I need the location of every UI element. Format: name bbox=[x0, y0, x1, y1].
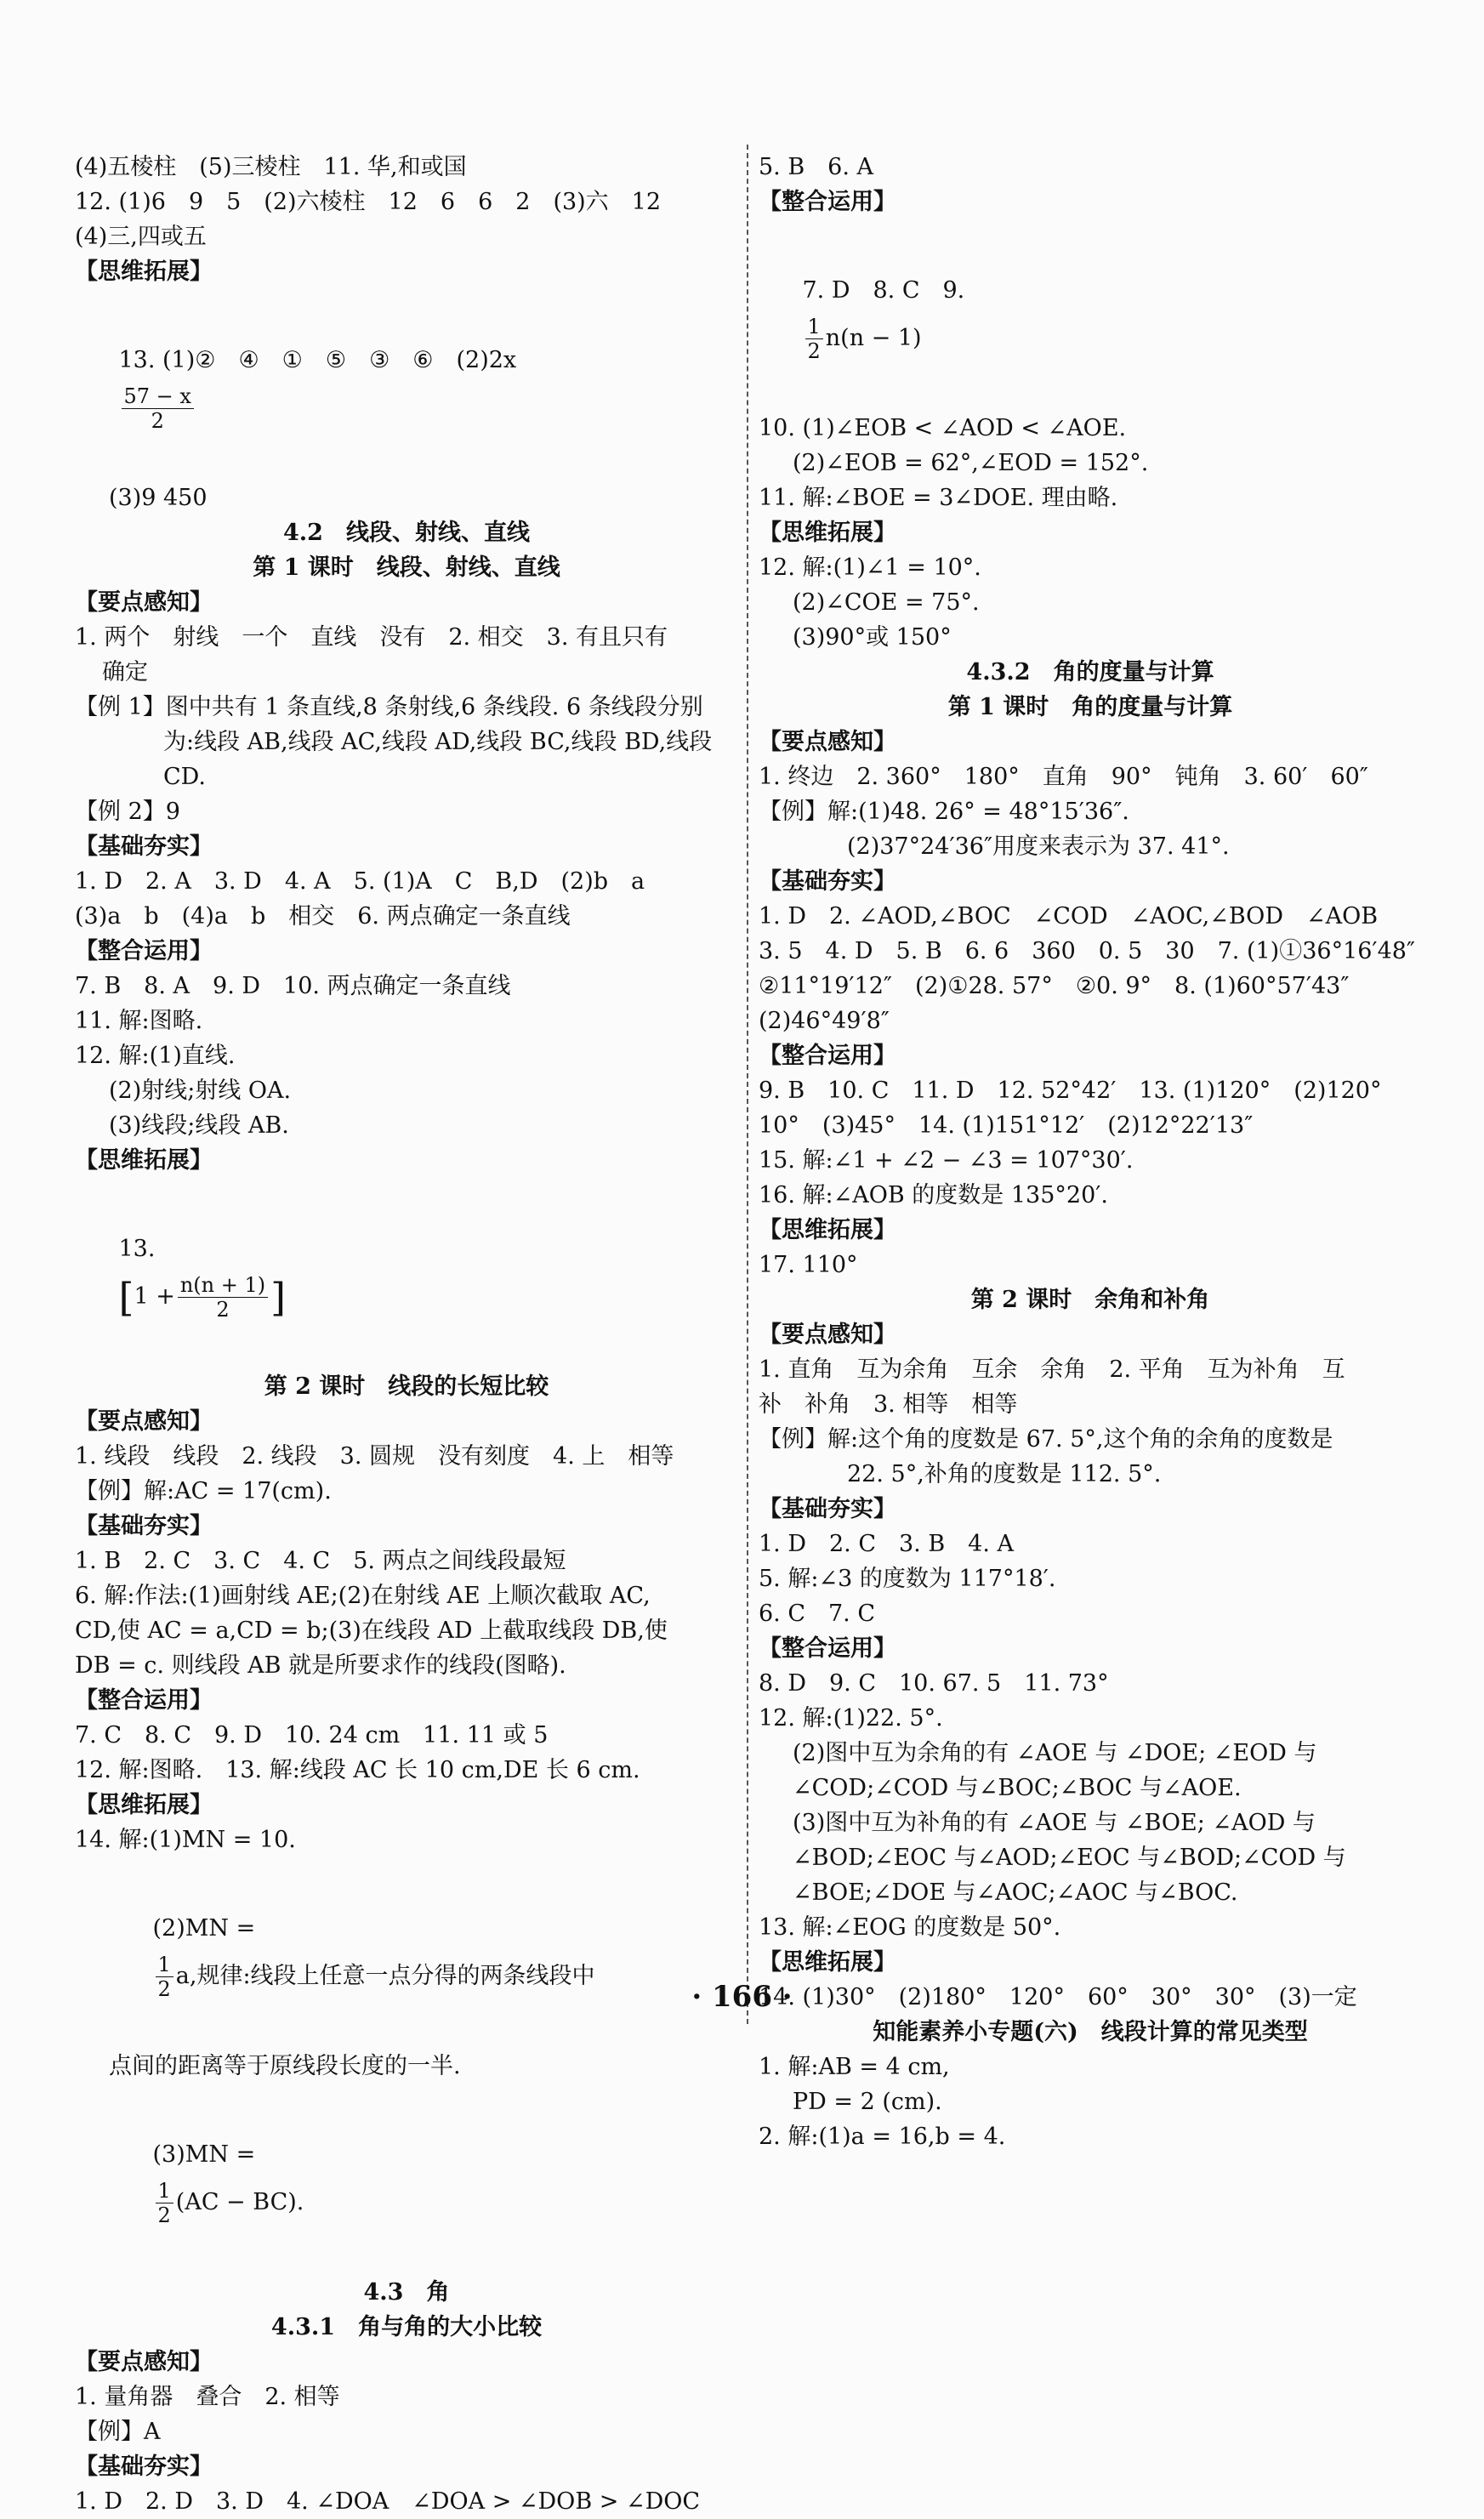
fraction bbox=[805, 315, 823, 363]
left-column bbox=[75, 150, 738, 2519]
answer-line: ∠BOD;∠EOC 与∠AOD;∠EOC 与∠BOD;∠COD 与 bbox=[793, 1845, 1346, 1871]
answer-line bbox=[75, 2084, 738, 2275]
answer-line: 6. 解:作法:(1)画射线 AE;(2)在射线 AE 上顺次截取 AC, bbox=[75, 1583, 651, 1609]
left-bracket: [ bbox=[118, 1274, 134, 1321]
answer-line: 17. 110° bbox=[759, 1252, 858, 1278]
answer-line: 1. D 2. A 3. D 4. A 5. (1)A C B,D (2)b a bbox=[75, 868, 645, 895]
section-heading: 【思维拓展】 bbox=[759, 1217, 896, 1243]
answer-line: 1. 线段 线段 2. 线段 3. 圆规 没有刻度 4. 上 相等 bbox=[75, 1443, 674, 1470]
answer-line: 11. 解:∠BOE = 3∠DOE. 理由略. bbox=[759, 485, 1118, 511]
answer-line: (2)射线;射线 OA. bbox=[109, 1078, 292, 1104]
answer-line: 7. C 8. C 9. D 10. 24 cm 11. 11 或 5 bbox=[75, 1722, 549, 1749]
answer-line: 6. C 7. C bbox=[759, 1601, 876, 1627]
answer-line: 点间的距离等于原线段长度的一半. bbox=[109, 2053, 461, 2079]
answer-line: (3)a b (4)a b 相交 6. 两点确定一条直线 bbox=[75, 903, 571, 930]
answer-line: 15. 解:∠1 + ∠2 − ∠3 = 107°30′. bbox=[759, 1147, 1134, 1174]
answer-line: 22. 5°,补角的度数是 112. 5°. bbox=[847, 1461, 1162, 1487]
subsection-title: 4.3.1 角与角的大小比较 bbox=[270, 2314, 543, 2340]
answer-line: (2)46°49′8″ bbox=[759, 1008, 890, 1034]
answer-line: 11. 解:图略. bbox=[75, 1008, 203, 1034]
section-heading: 【整合运用】 bbox=[75, 1687, 213, 1714]
fraction-denominator: 2 bbox=[807, 339, 821, 363]
section-heading: 【思维拓展】 bbox=[759, 520, 896, 546]
answer-line: 1. D 2. D 3. D 4. ∠DOA ∠DOA > ∠DOB > ∠DOC bbox=[75, 2488, 701, 2515]
answer-line: 1. D 2. C 3. B 4. A bbox=[759, 1531, 1015, 1557]
answer-line: 7. B 8. A 9. D 10. 两点确定一条直线 bbox=[75, 973, 511, 999]
answer-text: 1 + bbox=[134, 1283, 175, 1310]
answer-text: 13. (1)② ④ ① ⑤ ③ ⑥ (2)2x bbox=[118, 347, 517, 373]
answer-line bbox=[75, 1178, 738, 1369]
answer-line: 8. D 9. C 10. 67. 5 11. 73° bbox=[759, 1670, 1109, 1697]
section-heading: 【要点感知】 bbox=[759, 729, 896, 755]
answer-line: 1. 终边 2. 360° 180° 直角 90° 钝角 3. 60′ 60″ bbox=[759, 764, 1368, 790]
fraction-numerator: 1 bbox=[805, 315, 823, 339]
column-divider bbox=[747, 145, 748, 2024]
section-heading: 【思维拓展】 bbox=[75, 1792, 213, 1818]
answer-line: 【例】解:AC = 17(cm). bbox=[75, 1478, 332, 1504]
answer-line: 14. 解:(1)MN = 10. bbox=[75, 1827, 296, 1853]
section-heading: 【基础夯实】 bbox=[75, 2454, 213, 2480]
answer-line: 1. B 2. C 3. C 4. C 5. 两点之间线段最短 bbox=[75, 1548, 566, 1574]
answer-line: ∠BOE;∠DOE 与∠AOC;∠AOC 与∠BOC. bbox=[793, 1879, 1238, 1906]
section-heading: 【整合运用】 bbox=[75, 938, 213, 964]
answer-line: 确定 bbox=[102, 659, 148, 685]
answer-line: (2)图中互为余角的有 ∠AOE 与 ∠DOE; ∠EOD 与 bbox=[793, 1740, 1317, 1766]
answer-text: (3)MN = bbox=[152, 2141, 256, 2168]
answer-text: 13. bbox=[118, 1236, 156, 1262]
answer-line: ∠COD;∠COD 与∠BOC;∠BOC 与∠AOE. bbox=[793, 1775, 1242, 1801]
answer-line: 5. 解:∠3 的度数为 117°18′. bbox=[759, 1566, 1056, 1592]
section-heading: 【基础夯实】 bbox=[75, 833, 213, 860]
fraction bbox=[156, 2179, 173, 2227]
fraction-denominator: 2 bbox=[157, 1977, 171, 2001]
answer-line: (2)∠COE = 75°. bbox=[793, 589, 980, 616]
answer-line: 9. B 10. C 11. D 12. 52°42′ 13. (1)120° (2)120° bbox=[759, 1078, 1382, 1104]
page-number: · 166 · bbox=[691, 1980, 793, 2014]
answer-line: ②11°19′12″ (2)①28. 57° ②0. 9° 8. (1)60°57′43″ bbox=[759, 973, 1350, 999]
answer-line: 1. D 2. ∠AOD,∠BOC ∠COD ∠AOC,∠BOD ∠AOB bbox=[759, 903, 1379, 930]
topic-title: 知能素养小专题(六) 线段计算的常见类型 bbox=[873, 2019, 1308, 2045]
answer-line: 【例】解:这个角的度数是 67. 5°,这个角的余角的度数是 bbox=[759, 1426, 1333, 1453]
section-heading: 【思维拓展】 bbox=[759, 1949, 896, 1976]
lesson-title: 第 1 课时 角的度量与计算 bbox=[947, 694, 1233, 720]
answer-line: CD,使 AC = a,CD = b;(3)在线段 AD 上截取线段 DB,使 bbox=[75, 1618, 668, 1644]
answer-line: 5. B 6. A bbox=[759, 154, 874, 180]
answer-line: (3)9 450 bbox=[109, 485, 208, 511]
answer-line: (3)图中互为补角的有 ∠AOE 与 ∠BOE; ∠AOD 与 bbox=[793, 1810, 1316, 1836]
answer-line: DB = c. 则线段 AB 就是所要求作的线段(图略). bbox=[75, 1652, 566, 1679]
section-heading: 【要点感知】 bbox=[75, 589, 213, 616]
answer-line: 12. 解:图略. 13. 解:线段 AC 长 10 cm,DE 长 6 cm. bbox=[75, 1757, 640, 1783]
answer-line bbox=[75, 289, 738, 480]
answer-line: 1. 两个 射线 一个 直线 没有 2. 相交 3. 有且只有 bbox=[75, 624, 668, 651]
lesson-title: 第 1 课时 线段、射线、直线 bbox=[253, 554, 560, 581]
fraction-numerator: 1 bbox=[156, 1953, 173, 1977]
answer-line: 16. 解:∠AOB 的度数是 135°20′. bbox=[759, 1182, 1108, 1208]
right-column bbox=[759, 150, 1422, 2154]
answer-line bbox=[75, 1857, 738, 2049]
answer-line: 12. (1)6 9 5 (2)六棱柱 12 6 6 2 (3)六 12 bbox=[75, 189, 662, 215]
answer-line: (4)五棱柱 (5)三棱柱 11. 华,和或国 bbox=[75, 154, 467, 180]
answer-text: 7. D 8. C 9. bbox=[802, 277, 965, 304]
answer-line: 10° (3)45° 14. (1)151°12′ (2)12°22′13″ bbox=[759, 1112, 1254, 1139]
answer-line: 【例】解:(1)48. 26° = 48°15′36″. bbox=[759, 799, 1129, 825]
answer-line: 13. 解:∠EOG 的度数是 50°. bbox=[759, 1914, 1061, 1941]
fraction-denominator: 2 bbox=[151, 409, 164, 433]
lesson-title: 第 2 课时 余角和补角 bbox=[970, 1287, 1210, 1313]
answer-line: 【例 2】9 bbox=[75, 799, 180, 825]
answer-line: 10. (1)∠EOB < ∠AOD < ∠AOE. bbox=[759, 415, 1127, 441]
fraction bbox=[178, 1273, 268, 1322]
section-heading: 【基础夯实】 bbox=[75, 1513, 213, 1539]
answer-line: (4)三,四或五 bbox=[75, 224, 207, 250]
answer-line: 3. 5 4. D 5. B 6. 6 360 0. 5 30 7. (1)①36°16′48″ bbox=[759, 938, 1416, 964]
fraction-denominator: 2 bbox=[216, 1298, 230, 1322]
answer-line: 14. (1)30° (2)180° 120° 60° 30° 30° (3)一定 bbox=[759, 1984, 1357, 2010]
answer-line: 1. 量角器 叠合 2. 相等 bbox=[75, 2384, 340, 2410]
fraction bbox=[122, 384, 194, 433]
answer-line: (2)∠EOB = 62°,∠EOD = 152°. bbox=[793, 450, 1149, 476]
answer-line: CD. bbox=[163, 764, 206, 790]
fraction-numerator: 57 − x bbox=[122, 384, 194, 409]
answer-line: (3)90°或 150° bbox=[793, 624, 952, 651]
answer-text: (2)MN = bbox=[152, 1915, 256, 1942]
answer-line bbox=[759, 219, 1422, 411]
answer-line: 12. 解:(1)直线. bbox=[75, 1043, 236, 1069]
answer-line: 【例 1】图中共有 1 条直线,8 条射线,6 条线段. 6 条线段分别 bbox=[75, 694, 703, 720]
answer-text: n(n − 1) bbox=[825, 325, 922, 351]
subsection-title: 4.3.2 角的度量与计算 bbox=[966, 659, 1214, 685]
section-title: 4.2 线段、射线、直线 bbox=[283, 520, 530, 546]
answer-line: (3)线段;线段 AB. bbox=[109, 1112, 289, 1139]
section-heading: 【要点感知】 bbox=[75, 2349, 213, 2375]
section-title: 4.3 角 bbox=[363, 2279, 450, 2306]
answer-line: 为:线段 AB,线段 AC,线段 AD,线段 BC,线段 BD,线段 bbox=[163, 729, 713, 755]
section-heading: 【基础夯实】 bbox=[759, 1496, 896, 1522]
lesson-title: 第 2 课时 线段的长短比较 bbox=[264, 1373, 549, 1400]
answer-line: 补 补角 3. 相等 相等 bbox=[759, 1391, 1018, 1418]
section-heading: 【要点感知】 bbox=[75, 1408, 213, 1435]
answer-text: a,规律:线段上任意一点分得的两条线段中 bbox=[175, 1963, 595, 1989]
answer-line: 12. 解:(1)∠1 = 10°. bbox=[759, 554, 981, 581]
fraction-numerator: n(n + 1) bbox=[178, 1273, 268, 1298]
fraction-numerator: 1 bbox=[156, 2179, 173, 2203]
answer-line: 2. 解:(1)a = 16,b = 4. bbox=[759, 2124, 1006, 2150]
answer-line: (2)37°24′36″用度来表示为 37. 41°. bbox=[847, 833, 1230, 860]
section-heading: 【整合运用】 bbox=[759, 1635, 896, 1662]
answer-line: 12. 解:(1)22. 5°. bbox=[759, 1705, 943, 1731]
section-heading: 【思维拓展】 bbox=[75, 259, 213, 285]
right-bracket: ] bbox=[270, 1274, 287, 1321]
answer-line: PD = 2 (cm). bbox=[793, 2089, 942, 2115]
section-heading: 【整合运用】 bbox=[759, 189, 896, 215]
section-heading: 【整合运用】 bbox=[759, 1043, 896, 1069]
answer-text: (AC − BC). bbox=[175, 2189, 304, 2215]
fraction-denominator: 2 bbox=[157, 2203, 171, 2227]
section-heading: 【基础夯实】 bbox=[759, 868, 896, 895]
answer-line: 1. 直角 互为余角 互余 余角 2. 平角 互为补角 互 bbox=[759, 1356, 1345, 1383]
answer-line: 【例】A bbox=[75, 2419, 161, 2445]
section-heading: 【思维拓展】 bbox=[75, 1147, 213, 1174]
answer-line: 1. 解:AB = 4 cm, bbox=[759, 2054, 950, 2080]
section-heading: 【要点感知】 bbox=[759, 1322, 896, 1348]
